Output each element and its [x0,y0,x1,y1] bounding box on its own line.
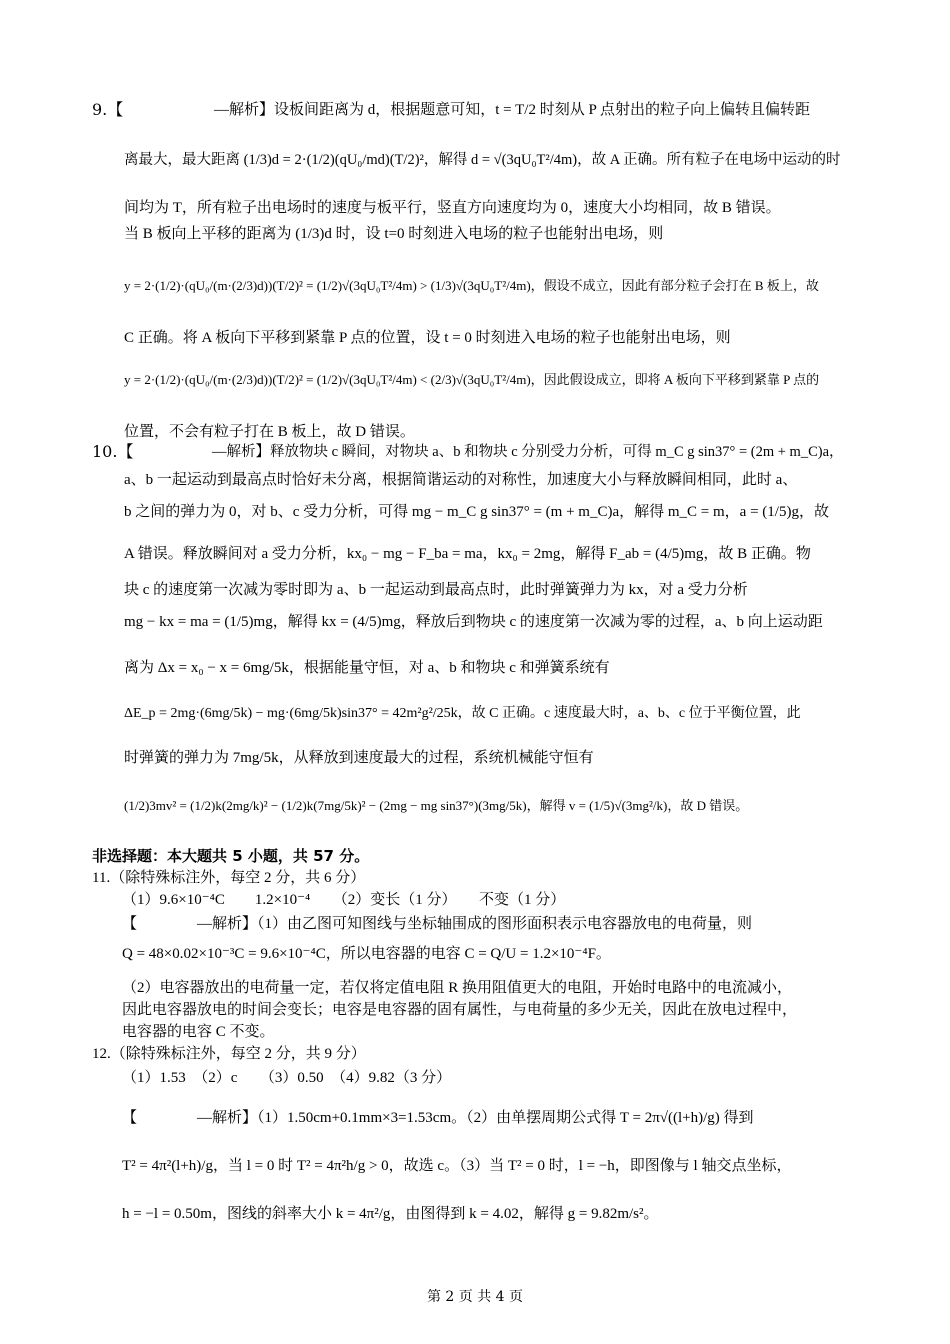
q11-line-1: 【 —解析】（1）由乙图可知图线与坐标轴围成的图形面积表示电容器放电的电荷量，则 [122,916,753,932]
question-11 [92,868,860,1048]
q9-line-3: 间均为 T，所有粒子出电场时的速度与板平行，竖直方向速度均为 0，速度大小均相同，故 B 错误。 [124,200,781,216]
q12-line-3: h = −l = 0.50m，图线的斜率大小 k = 4π²/g，由图得到 k = 4.02，解得 g = 9.82m/s²。 [122,1206,659,1222]
q9-line-8: 位置，不会有粒子打在 B 板上，故 D 错误。 [124,424,415,440]
q12-line-1: 【 —解析】（1）1.50cm+0.1mm×3=1.53cm。（2）由单摆周期公式得 T = 2π√((l+h)/g) 得到 [122,1110,754,1126]
q11-line-3: （2）电容器放出的电荷量一定，若仅将定值电阻 R 换用阻值更大的电阻，开始时电路中的电流减小， [122,980,793,996]
q10-line-9: 时弹簧的弹力为 7mg/5k，从释放到速度最大的过程，系统机械能守恒有 [124,750,594,766]
q10-line-7: 离为 Δx = x₀ − x = 6mg/5k，根据能量守恒，对 a、b 和物块 c 和弹簧系统有 [124,660,610,676]
question-9 [92,96,860,456]
q11-header: 11.（除特殊标注外，每空 2 分，共 6 分） [92,870,366,886]
q10-line-5: 块 c 的速度第一次减为零时即为 a、b 一起运动到最高点时，此时弹簧弹力为 kx，对 a 受力分析 [124,582,748,598]
q9-line-5: y = 2·(1/2)·(qU₀/(m·(2/3)d))(T/2)² = (1/2)√(3qU₀T²/4m) > (1/3)√(3qU₀T²/4m)，假设不成立，因此有部分粒子会打在 B 板上，故 [124,278,819,293]
page-footer: 第 2 页 共 4 页 [426,1289,524,1305]
q9-line-7: y = 2·(1/2)·(qU₀/(m·(2/3)d))(T/2)² = (1/2)√(3qU₀T²/4m) < (2/3)√(3qU₀T²/4m)，因此假设成立，即将 A 板向下平移到紧靠 P 点的 [124,372,820,387]
question-12 [92,1044,860,1244]
q10-line-1: —解析】释放物块 c 瞬间，对物块 a、b 和物块 c 分别受力分析，可得 m_C g sin37° = (2m + m_C)a， [212,444,844,460]
q10-number: 10.【 [92,442,134,461]
q11-line-5: 电容器的电容 C 不变。 [122,1024,275,1040]
q12-header: 12.（除特殊标注外，每空 2 分，共 9 分） [92,1046,366,1062]
q9-line-1: —解析】设板间距离为 d，根据题意可知，t = T/2 时刻从 P 点射出的粒子向上偏转且偏转距 [214,102,810,118]
q11-line-4: 因此电容器放电的时间会变长；电容是电容器的固有属性，与电荷量的多少无关，因此在放电过程中， [122,1002,798,1018]
q12-answers: （1）1.53 （2）c （3）0.50 （4）9.82（3 分） [122,1070,452,1086]
q10-line-2: a、b 一起运动到最高点时恰好未分离，根据简谐运动的对称性，加速度大小与释放瞬间相同，此时 a、 [124,472,798,488]
q9-line-2: 离最大，最大距离 (1/3)d = 2·(1/2)(qU₀/md)(T/2)²，解得 d = √(3qU₀T²/4m)，故 A 正确。所有粒子在电场中运动的时 [124,152,841,168]
q9-number: 9.【 [92,100,124,119]
q9-line-4: 当 B 板向上平移的距离为 (1/3)d 时，设 t=0 时刻进入电场的粒子也能射出电场，则 [124,226,664,242]
q11-line-2: Q = 48×0.02×10⁻³C = 9.6×10⁻⁴C，所以电容器的电容 C = Q/U = 1.2×10⁻⁴F。 [122,946,611,962]
q12-line-2: T² = 4π²(l+h)/g，当 l = 0 时 T² = 4π²h/g > 0，故选 c。（3）当 T² = 0 时，l = −h，即图像与 l 轴交点坐标， [122,1158,792,1174]
q10-line-8: ΔE_p = 2mg·(6mg/5k) − mg·(6mg/5k)sin37° = 42m²g²/25k，故 C 正确。c 速度最大时，a、b、c 位于平衡位置，此 [124,706,801,721]
q9-line-6: C 正确。将 A 板向下平移到紧靠 P 点的位置，设 t = 0 时刻进入电场的粒子也能射出电场，则 [124,330,731,346]
question-10 [92,440,860,840]
q10-line-4: A 错误。释放瞬间对 a 受力分析，kx₀ − mg − F_ba = ma，kx₀ = 2mg，解得 F_ab = (4/5)mg，故 B 正确。物 [124,546,811,562]
q10-line-6: mg − kx = ma = (1/5)mg，解得 kx = (4/5)mg，释放后到物块 c 的速度第一次减为零的过程，a、b 向上运动距 [124,614,823,630]
q11-answers: （1）9.6×10⁻⁴C 1.2×10⁻⁴ （2）变长（1 分） 不变（1 分） [122,892,566,908]
q10-line-3: b 之间的弹力为 0，对 b、c 受力分析，可得 mg − m_C g sin37° = (m + m_C)a，解得 m_C = m，a = (1/5)g，故 [124,504,829,520]
q10-line-10: (1/2)3mv² = (1/2)k(2mg/k)² − (1/2)k(7mg/5k)² − (2mg − mg sin37°)(3mg/5k)，解得 v = (1/5)√(3mg²/k)，故 D 错误。 [124,798,749,813]
section-heading: 非选择题：本大题共 5 小题，共 57 分。 [92,847,370,865]
